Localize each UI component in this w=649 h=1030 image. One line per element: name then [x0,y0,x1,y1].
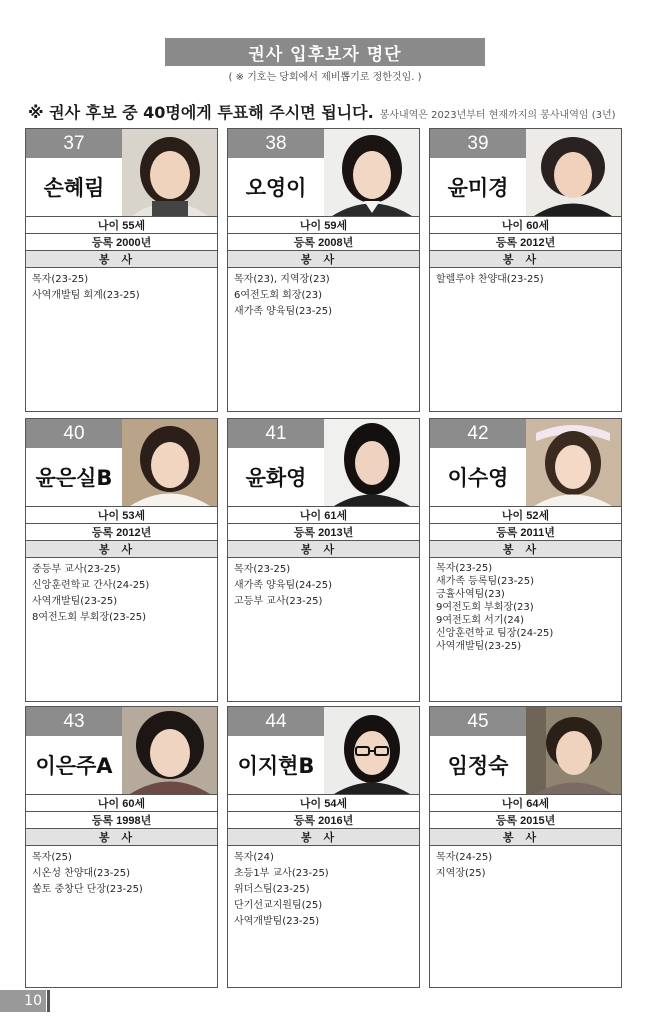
candidate-age: 나이 55세 [26,217,217,234]
list-item: 쏠토 중창단 단장(23-25) [32,884,143,895]
candidate-number: 42 [430,419,526,448]
service-header: 봉사 [228,251,419,268]
list-item: 사역개발팀(23-25) [436,641,522,652]
service-list [228,268,419,324]
candidate-card [429,418,622,702]
list-item: 6여전도회 회장(23) [234,290,323,301]
candidate-card [227,706,420,988]
candidate-card [429,128,622,412]
page-number-bar [47,990,50,1012]
candidate-name: 이은주A [35,754,113,778]
list-item: 목자(25) [32,852,72,863]
candidate-card [25,706,218,988]
candidate-number: 41 [228,419,324,448]
candidate-age: 나이 60세 [26,795,217,812]
list-item: 중등부 교사(23-25) [32,564,121,575]
page-title: 권사 입후보자 명단 [165,38,485,66]
service-header: 봉사 [26,251,217,268]
candidate-age: 나이 54세 [228,795,419,812]
candidate-age: 나이 52세 [430,507,621,524]
candidate-photo [122,129,217,216]
service-header: 봉사 [228,829,419,846]
instruction-main: ※ 권사 후보 중 40명에게 투표해 주시면 됩니다. [28,103,374,122]
candidate-card [227,128,420,412]
list-item: 목자(23-25) [436,563,493,574]
service-header: 봉사 [430,251,621,268]
list-item: 9여전도회 서기(24) [436,615,525,626]
candidate-number: 39 [430,129,526,158]
list-item: 새가족 양육팀(24-25) [234,580,332,591]
candidate-name: 윤화영 [245,466,307,490]
list-item: 새가족 등록팀(23-25) [436,576,534,587]
candidate-registered: 등록 2016년 [228,812,419,829]
candidate-photo [122,419,217,506]
list-item: 사역개발팀(23-25) [234,916,320,927]
candidate-name: 임정숙 [447,754,509,778]
lottery-note: ( ※ 기호는 당회에서 제비뽑기로 정한것임. ) [228,72,422,83]
candidate-photo [122,707,217,794]
candidate-registered: 등록 2013년 [228,524,419,541]
candidate-age: 나이 61세 [228,507,419,524]
service-list [430,558,621,657]
service-list [430,846,621,886]
candidate-number: 38 [228,129,324,158]
list-item: 신앙훈련학교 간사(24-25) [32,580,150,591]
candidate-photo [324,129,419,216]
candidate-number: 44 [228,707,324,736]
list-item: 목자(23), 지역장(23) [234,274,330,285]
list-item: 8여전도회 부회장(23-25) [32,612,147,623]
candidate-registered: 등록 1998년 [26,812,217,829]
candidate-card [227,418,420,702]
candidate-registered: 등록 2011년 [430,524,621,541]
list-item: 목자(23-25) [234,564,291,575]
candidate-age: 나이 59세 [228,217,419,234]
candidate-number: 40 [26,419,122,448]
voting-instruction [28,100,616,123]
service-list [228,558,419,614]
candidate-age: 나이 53세 [26,507,217,524]
service-header: 봉사 [430,829,621,846]
candidate-registered: 등록 2012년 [26,524,217,541]
candidate-registered: 등록 2008년 [228,234,419,251]
list-item: 초등1부 교사(23-25) [234,868,329,879]
service-list [228,846,419,934]
list-item: 9여전도회 부회장(23) [436,602,534,613]
candidate-name: 오영이 [245,176,307,200]
service-header: 봉사 [26,829,217,846]
candidate-name: 이수영 [447,466,509,490]
candidate-registered: 등록 2000년 [26,234,217,251]
candidate-name: 윤미경 [447,176,509,200]
candidate-name: 이지현B [237,754,315,778]
list-item: 시온성 찬양대(23-25) [32,868,130,879]
candidate-registered: 등록 2015년 [430,812,621,829]
service-header: 봉사 [430,541,621,558]
candidate-photo [324,419,419,506]
candidate-name: 윤은실B [35,466,113,490]
instruction-sub: 봉사내역은 2023년부터 현재까지의 봉사내역임 (3년) [379,110,616,121]
candidate-card [429,706,622,988]
service-list [26,558,217,630]
list-item: 사역개발팀(23-25) [32,596,118,607]
candidate-number: 37 [26,129,122,158]
list-item: 사역개발팀 회계(23-25) [32,290,140,301]
service-header: 봉사 [26,541,217,558]
list-item: 단기선교지원팀(25) [234,900,323,911]
candidate-registered: 등록 2012년 [430,234,621,251]
service-list [26,268,217,308]
page-number [0,990,46,1012]
candidate-number: 45 [430,707,526,736]
candidate-card [25,418,218,702]
service-list [430,268,621,292]
list-item: 새가족 양육팀(23-25) [234,306,332,317]
candidate-name: 손혜림 [43,176,105,200]
candidate-number: 43 [26,707,122,736]
list-item: 할렐루야 찬양대(23-25) [436,274,544,285]
candidate-photo [526,707,621,794]
candidate-photo [526,419,621,506]
list-item: 목자(24) [234,852,274,863]
candidate-photo [526,129,621,216]
list-item: 고등부 교사(23-25) [234,596,323,607]
list-item: 위더스팀(23-25) [234,884,310,895]
list-item: 신앙훈련학교 팀장(24-25) [436,628,554,639]
candidate-card [25,128,218,412]
candidate-photo [324,707,419,794]
service-list [26,846,217,902]
candidate-age: 나이 60세 [430,217,621,234]
page-number-text: 10 [24,993,42,1009]
candidate-age: 나이 64세 [430,795,621,812]
list-item: 지역장(25) [436,868,486,879]
list-item: 목자(23-25) [32,274,89,285]
list-item: 긍휼사역팀(23) [436,589,505,600]
service-header: 봉사 [228,541,419,558]
list-item: 목자(24-25) [436,852,493,863]
